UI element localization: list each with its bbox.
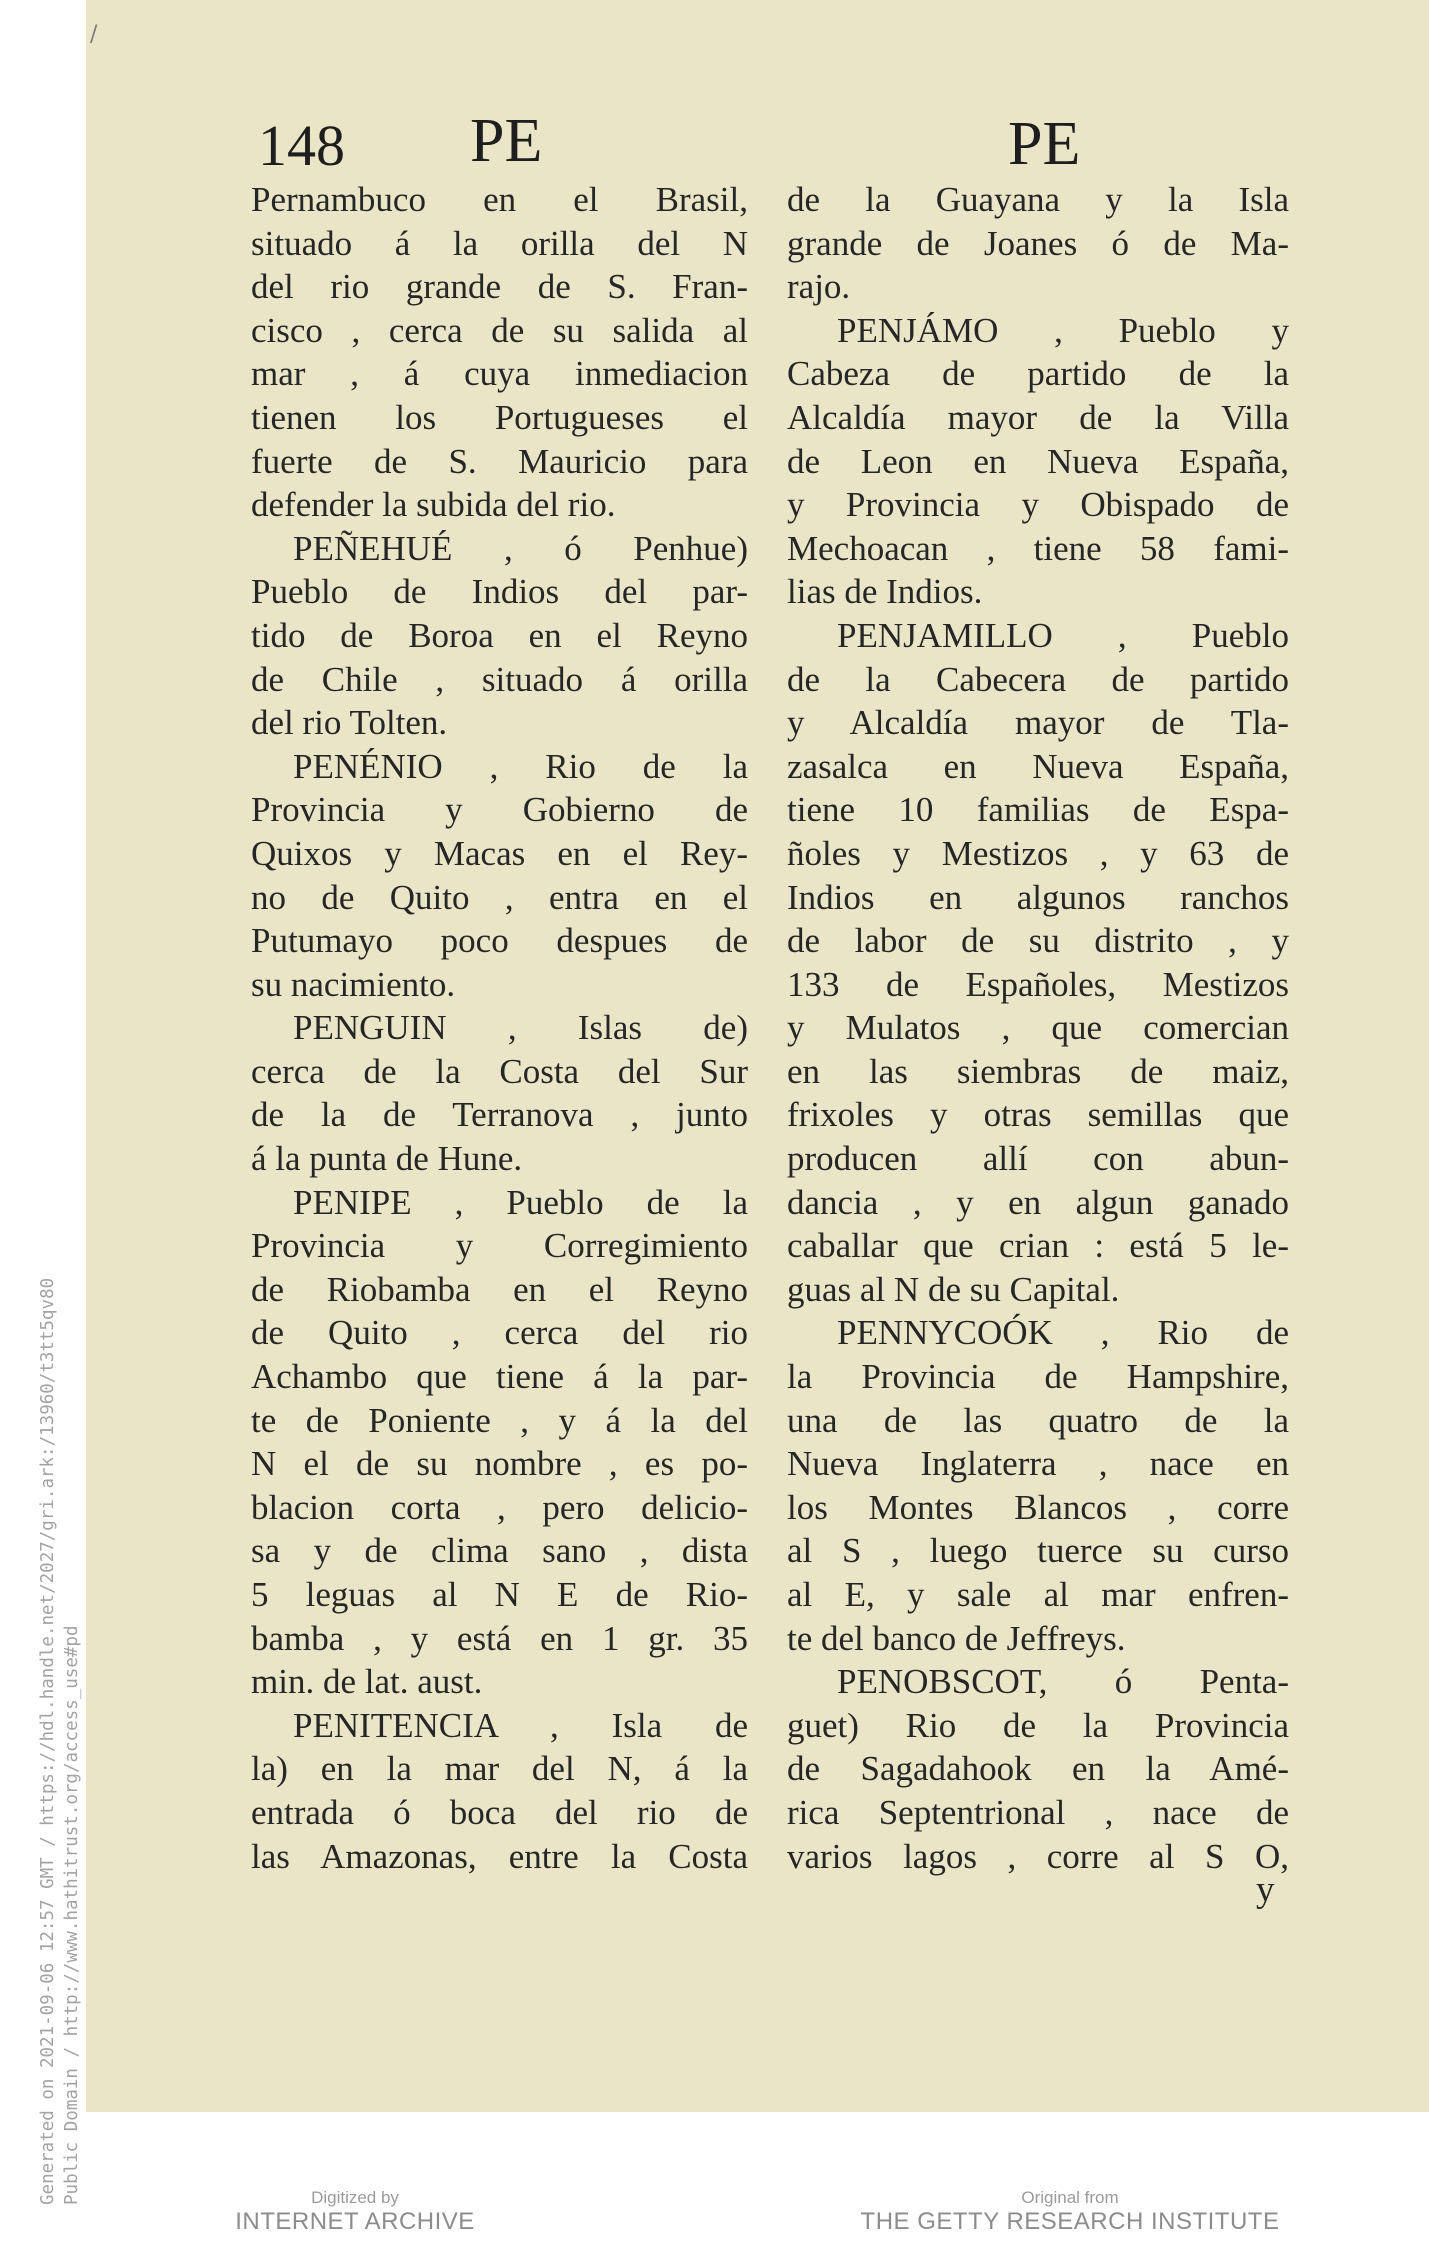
text-line: frixoles y otras semillas que bbox=[787, 1095, 1289, 1135]
text-line: de Sagadahook en la Amé- bbox=[787, 1749, 1289, 1789]
text-line: de Riobamba en el Reyno bbox=[251, 1269, 748, 1309]
entry-headword-line: PENGUIN , Islas de) bbox=[293, 1008, 748, 1048]
text-line: blacion corta , pero delicio- bbox=[251, 1487, 748, 1527]
entry-headword-line: PEÑEHUÉ , ó Penhue) bbox=[293, 528, 748, 568]
text-line: lias de Indios. bbox=[787, 572, 983, 612]
text-line: te del banco de Jeffreys. bbox=[787, 1618, 1126, 1658]
text-line: varios lagos , corre al S O, bbox=[787, 1836, 1289, 1876]
text-line: y Provincia y Obispado de bbox=[787, 485, 1289, 525]
text-line: Provincia y Gobierno de bbox=[251, 790, 748, 830]
text-line: en las siembras de maiz, bbox=[787, 1051, 1289, 1091]
text-line: y Alcaldía mayor de Tla- bbox=[787, 703, 1289, 743]
text-line: de Chile , situado á orilla bbox=[251, 659, 748, 699]
text-line: de Quito , cerca del rio bbox=[251, 1313, 748, 1353]
text-line: Pernambuco en el Brasil, bbox=[251, 180, 748, 219]
text-line: los Montes Blancos , corre bbox=[787, 1487, 1289, 1527]
text-line: cisco , cerca de su salida al bbox=[251, 310, 748, 350]
catchword: y bbox=[1256, 1869, 1275, 1910]
running-head-left: PE bbox=[470, 107, 543, 175]
page-number: 148 bbox=[258, 113, 345, 178]
text-line: zasalca en Nueva España, bbox=[787, 746, 1289, 786]
text-line: Cabeza de partido de la bbox=[787, 354, 1289, 394]
original-from-credit bbox=[850, 2188, 1290, 2236]
getty-institute-label: THE GETTY RESEARCH INSTITUTE bbox=[860, 2208, 1280, 2235]
text-line: Achambo que tiene á la par- bbox=[251, 1357, 748, 1397]
hathitrust-stamp bbox=[36, 1085, 84, 2205]
text-line: tiene 10 familias de Espa- bbox=[787, 790, 1289, 830]
text-line: 5 leguas al N E de Rio- bbox=[251, 1575, 748, 1614]
text-line: Putumayo poco despues de bbox=[251, 921, 748, 961]
stray-mark: / bbox=[90, 22, 98, 47]
entry-headword-line: PENOBSCOT, ó Penta- bbox=[837, 1662, 1289, 1702]
text-line: á la punta de Hune. bbox=[251, 1139, 523, 1179]
stamp-line-license: Public Domain / http://www.hathitrust.org/access_use#pd bbox=[62, 1625, 82, 2205]
text-line: guas al N de su Capital. bbox=[787, 1269, 1120, 1309]
text-line: Indios en algunos ranchos bbox=[787, 877, 1289, 917]
text-line: N el de su nombre , es po- bbox=[251, 1444, 748, 1484]
text-line: min. de lat. aust. bbox=[251, 1662, 483, 1702]
text-line: Nueva Inglaterra , nace en bbox=[787, 1444, 1289, 1484]
text-line: la Provincia de Hampshire, bbox=[787, 1357, 1289, 1397]
text-line: la) en la mar del N, á la bbox=[251, 1749, 748, 1789]
text-line: las Amazonas, entre la Costa bbox=[251, 1836, 748, 1876]
text-line: rajo. bbox=[787, 267, 851, 307]
text-line: ñoles y Mestizos , y 63 de bbox=[787, 833, 1289, 873]
text-line: de la de Terranova , junto bbox=[251, 1095, 748, 1135]
text-line: cerca de la Costa del Sur bbox=[251, 1051, 748, 1091]
text-line: no de Quito , entra en el bbox=[251, 877, 748, 917]
text-line: al E, y sale al mar enfren- bbox=[787, 1575, 1289, 1614]
text-line: te de Poniente , y á la del bbox=[251, 1400, 748, 1440]
text-line: situado á la orilla del N bbox=[251, 223, 748, 263]
text-line: producen allí con abun- bbox=[787, 1139, 1289, 1179]
text-line: mar , á cuya inmediacion bbox=[251, 354, 748, 394]
text-line: caballar que crian : está 5 le- bbox=[787, 1226, 1289, 1266]
text-line: y Mulatos , que comercian bbox=[787, 1008, 1289, 1048]
entry-headword-line: PENITENCIA , Isla de bbox=[293, 1705, 748, 1745]
text-line: Provincia y Corregimiento bbox=[251, 1226, 748, 1266]
text-line: su nacimiento. bbox=[251, 964, 456, 1004]
stamp-line-generated: Generated on 2021-09-06 12:57 GMT / https://hdl.handle.net/2027/gri.ark:/13960/t3tt5qv80 bbox=[38, 1277, 58, 2205]
text-line: de la Guayana y la Isla bbox=[787, 180, 1289, 219]
right-column bbox=[787, 178, 1289, 1878]
entry-headword-line: PENNYCOÓK , Rio de bbox=[837, 1313, 1289, 1353]
text-line: sa y de clima sano , dista bbox=[251, 1531, 748, 1571]
text-line: tido de Boroa en el Reyno bbox=[251, 615, 748, 655]
text-line: Pueblo de Indios del par- bbox=[251, 572, 748, 612]
text-line: tienen los Portugueses el bbox=[251, 397, 748, 437]
text-line: 133 de Españoles, Mestizos bbox=[787, 964, 1289, 1004]
left-column bbox=[251, 178, 748, 1878]
text-line: de Leon en Nueva España, bbox=[787, 441, 1289, 481]
text-line: Mechoacan , tiene 58 fami- bbox=[787, 528, 1289, 568]
running-head-right: PE bbox=[1008, 110, 1081, 178]
text-line: de la Cabecera de partido bbox=[787, 659, 1289, 699]
entry-headword-line: PENJAMILLO , Pueblo bbox=[837, 615, 1289, 655]
digitized-by-label: Digitized by bbox=[311, 2188, 399, 2207]
text-line: rica Septentrional , nace de bbox=[787, 1792, 1289, 1832]
text-line: Alcaldía mayor de la Villa bbox=[787, 397, 1289, 437]
entry-headword-line: PENIPE , Pueblo de la bbox=[293, 1182, 748, 1222]
text-line: guet) Rio de la Provincia bbox=[787, 1705, 1289, 1745]
text-line: del rio Tolten. bbox=[251, 703, 448, 743]
internet-archive-label: INTERNET ARCHIVE bbox=[235, 2208, 475, 2235]
text-line: grande de Joanes ó de Ma- bbox=[787, 223, 1289, 263]
text-line: entrada ó boca del rio de bbox=[251, 1792, 748, 1832]
text-line: Quixos y Macas en el Rey- bbox=[251, 833, 748, 873]
text-line: una de las quatro de la bbox=[787, 1400, 1289, 1440]
text-line: bamba , y está en 1 gr. 35 bbox=[251, 1618, 748, 1658]
text-line: fuerte de S. Mauricio para bbox=[251, 441, 748, 481]
entry-headword-line: PENJÁMO , Pueblo y bbox=[837, 310, 1289, 350]
text-line: del rio grande de S. Fran- bbox=[251, 267, 748, 307]
text-line: de labor de su distrito , y bbox=[787, 921, 1289, 961]
text-line: defender la subida del rio. bbox=[251, 485, 616, 525]
text-line: dancia , y en algun ganado bbox=[787, 1182, 1289, 1222]
text-line: al S , luego tuerce su curso bbox=[787, 1531, 1289, 1571]
entry-headword-line: PENÉNIO , Rio de la bbox=[293, 746, 748, 786]
digitized-by-credit bbox=[230, 2188, 480, 2236]
original-from-label: Original from bbox=[1021, 2188, 1119, 2207]
